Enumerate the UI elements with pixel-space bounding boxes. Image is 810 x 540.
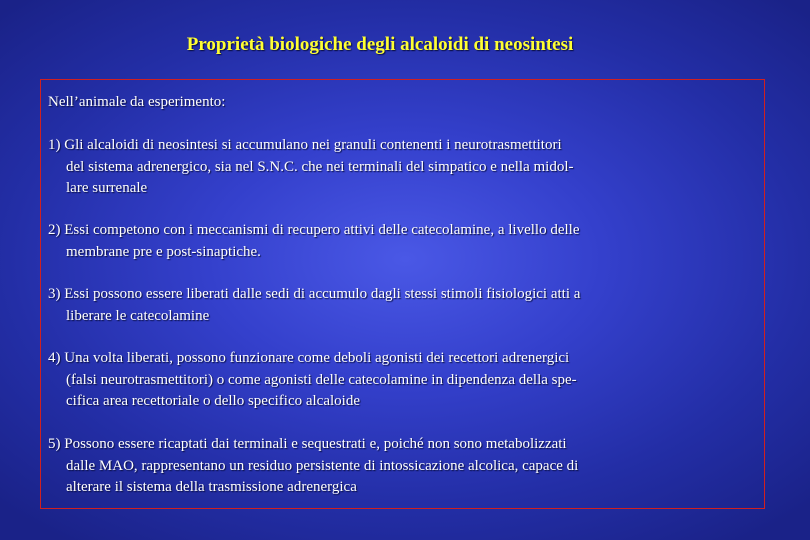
item-1-line-3: lare surrenale bbox=[66, 180, 148, 196]
item-4-line-3: cifica area recettoriale o dello specifico alcaloide bbox=[66, 393, 360, 409]
item-5-line-1 bbox=[48, 434, 758, 456]
list-item-5 bbox=[48, 434, 758, 499]
item-4-line-1 bbox=[48, 348, 758, 370]
list-item-3 bbox=[48, 284, 758, 327]
item-1-line-2: del sistema adrenergico, sia nel S.N.C. che nei terminali del simpatico e nella midol- bbox=[66, 158, 574, 175]
item-5-text: Possono essere ricaptati dai terminali e sequestrati e, poiché non sono metabolizzati bbox=[64, 436, 567, 452]
list-item-4 bbox=[48, 348, 758, 413]
item-4-line-2: (falsi neurotrasmettitori) o come agonisti delle catecolamine in dipendenza della spe- bbox=[66, 371, 577, 388]
list-item-1 bbox=[48, 135, 758, 200]
item-4-number: 4) bbox=[48, 350, 61, 366]
item-1-line-1 bbox=[48, 135, 758, 157]
list-item-2 bbox=[48, 220, 758, 263]
slide-title: Proprietà biologiche degli alcaloidi di neosintesi bbox=[186, 34, 574, 55]
item-1-text: Gli alcaloidi di neosintesi si accumulano nei granuli contenenti i neurotrasmettitori bbox=[64, 137, 562, 153]
item-3-line-1 bbox=[48, 284, 758, 306]
intro-text: Nell’animale da esperimento: bbox=[48, 94, 226, 110]
item-3-number: 3) bbox=[48, 286, 61, 302]
item-5-line-3: alterare il sistema della trasmissione adrenergica bbox=[66, 479, 357, 495]
item-1-number: 1) bbox=[48, 137, 61, 153]
item-2-text: Essi competono con i meccanismi di recupero attivi delle catecolamine, a livello delle bbox=[64, 222, 580, 238]
item-3-line-2: liberare le catecolamine bbox=[66, 307, 210, 324]
item-2-line-2: membrane pre e post-sinaptiche. bbox=[66, 243, 261, 260]
item-2-line-1 bbox=[48, 220, 758, 242]
item-5-number: 5) bbox=[48, 436, 61, 452]
item-5-line-2: dalle MAO, rappresentano un residuo persistente di intossicazione alcolica, capace di bbox=[66, 457, 579, 474]
item-4-text: Una volta liberati, possono funzionare come deboli agonisti dei recettori adrenergici bbox=[64, 350, 570, 366]
item-2-number: 2) bbox=[48, 222, 61, 238]
item-3-text: Essi possono essere liberati dalle sedi di accumulo dagli stessi stimoli fisiologici atti a bbox=[64, 286, 581, 302]
content-box bbox=[40, 79, 765, 509]
